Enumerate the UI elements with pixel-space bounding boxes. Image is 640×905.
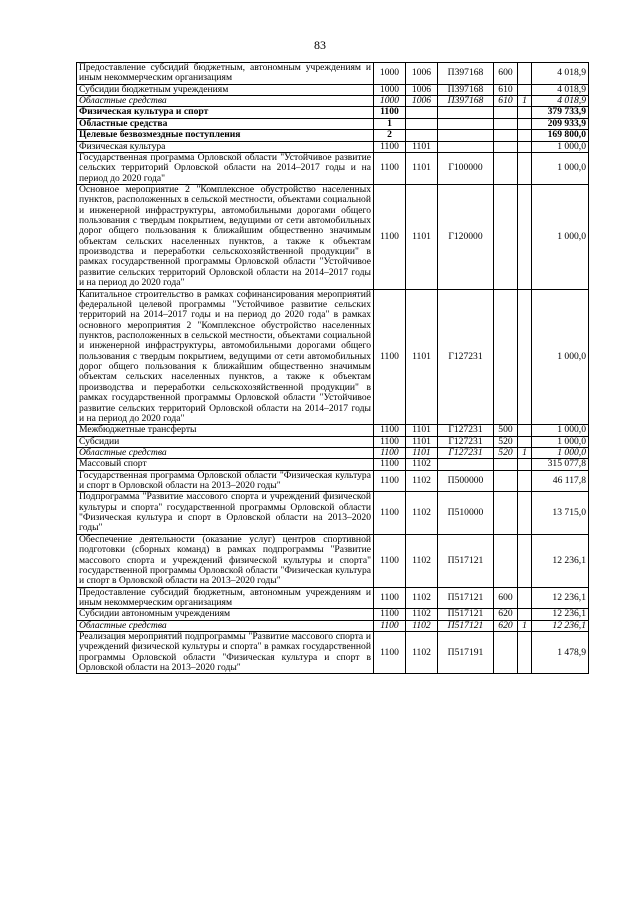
- row-target-article-cell: Г120000: [438, 184, 494, 289]
- table-row: [77, 63, 589, 85]
- row-name-cell: Основное мероприятие 2 "Комплексное обустройство населенных пунктов, расположенных в сельской местности, объектами социальной и инженерной инфраструктуры, автомобильными дорогами общего пользования с твердым покрытием, ведущими от сети автомобильных дорог общего пользования к ближайшим общественно значимым объектам сельских населенных пунктов, а также к объектам производства и переработки сельскохозяйственной продукции" в рамках государственной программы Орловской области "Устойчивое развитие сельских территорий Орловской области на 2014–2017 годы и на период до 2020 года": [77, 184, 374, 289]
- row-subsection-cell: 1101: [406, 152, 438, 184]
- row-target-article-cell: П517121: [438, 587, 494, 609]
- row-amount-cell: 1 478,9: [532, 632, 589, 674]
- row-target-article-cell: [438, 459, 494, 470]
- row-subsection-cell: 1102: [406, 620, 438, 631]
- row-source-cell: [518, 141, 532, 152]
- row-section-cell: 1100: [374, 470, 406, 492]
- row-name-cell: Обеспечение деятельности (оказание услуг) центров спортивной подготовки (сборных команд) в рамках подпрограммы "Развитие массового спорта и учреждений физической культуры и спорта" государственной программы Орловской области "Физическая культура и спорт в Орловской области на 2013–2020 годы": [77, 534, 374, 587]
- table-row: [77, 632, 589, 674]
- row-subsection-cell: 1006: [406, 96, 438, 107]
- row-name-cell: Областные средства: [77, 447, 374, 458]
- row-name-cell: Межбюджетные трансферты: [77, 425, 374, 436]
- table-row: [77, 107, 589, 118]
- row-subsection-cell: 1101: [406, 289, 438, 425]
- row-section-cell: 1100: [374, 152, 406, 184]
- table-body: [77, 63, 589, 674]
- row-subsection-cell: 1101: [406, 425, 438, 436]
- row-amount-cell: 4 018,9: [532, 63, 589, 85]
- row-amount-cell: 4 018,9: [532, 96, 589, 107]
- row-amount-cell: 12 236,1: [532, 534, 589, 587]
- row-name-cell: Субсидии: [77, 436, 374, 447]
- row-name-cell: Государственная программа Орловской области "Устойчивое развитие сельских территорий Орловской области на 2014–2017 годы и на период до 2020 года": [77, 152, 374, 184]
- row-name-cell: Физическая культура и спорт: [77, 107, 374, 118]
- table-row: [77, 609, 589, 620]
- table-row: [77, 118, 589, 129]
- row-subsection-cell: 1102: [406, 632, 438, 674]
- table-row: [77, 96, 589, 107]
- table-row: [77, 492, 589, 534]
- table-row: [77, 470, 589, 492]
- row-section-cell: 1100: [374, 534, 406, 587]
- row-target-article-cell: Г127231: [438, 436, 494, 447]
- table-row: [77, 534, 589, 587]
- row-section-cell: 2: [374, 130, 406, 141]
- row-amount-cell: 1 000,0: [532, 447, 589, 458]
- row-section-cell: 1000: [374, 84, 406, 95]
- row-section-cell: 1: [374, 118, 406, 129]
- row-source-cell: [518, 459, 532, 470]
- row-source-cell: [518, 152, 532, 184]
- row-subsection-cell: 1101: [406, 436, 438, 447]
- row-target-article-cell: П397168: [438, 96, 494, 107]
- row-amount-cell: 1 000,0: [532, 184, 589, 289]
- row-target-article-cell: Г127231: [438, 289, 494, 425]
- row-section-cell: 1100: [374, 184, 406, 289]
- row-target-article-cell: [438, 118, 494, 129]
- row-section-cell: 1100: [374, 141, 406, 152]
- table-row: [77, 620, 589, 631]
- row-target-article-cell: [438, 107, 494, 118]
- row-target-article-cell: П500000: [438, 470, 494, 492]
- row-section-cell: 1100: [374, 107, 406, 118]
- row-section-cell: 1100: [374, 289, 406, 425]
- row-amount-cell: 315 077,8: [532, 459, 589, 470]
- row-expense-type-cell: 600: [494, 587, 518, 609]
- row-expense-type-cell: [494, 130, 518, 141]
- row-amount-cell: 1 000,0: [532, 141, 589, 152]
- row-source-cell: [518, 632, 532, 674]
- row-amount-cell: 1 000,0: [532, 425, 589, 436]
- table-row: [77, 141, 589, 152]
- row-source-cell: [518, 436, 532, 447]
- row-name-cell: Субсидии бюджетным учреждениям: [77, 84, 374, 95]
- row-name-cell: Предоставление субсидий бюджетным, автономным учреждениям и иным некоммерческим организациям: [77, 587, 374, 609]
- table-row: [77, 436, 589, 447]
- table-row: [77, 184, 589, 289]
- row-source-cell: 1: [518, 447, 532, 458]
- row-subsection-cell: 1101: [406, 184, 438, 289]
- row-source-cell: [518, 289, 532, 425]
- row-amount-cell: 1 000,0: [532, 152, 589, 184]
- row-name-cell: Массовый спорт: [77, 459, 374, 470]
- table-row: [77, 152, 589, 184]
- row-amount-cell: 46 117,8: [532, 470, 589, 492]
- table-row: [77, 447, 589, 458]
- row-expense-type-cell: 620: [494, 620, 518, 631]
- row-expense-type-cell: 610: [494, 84, 518, 95]
- row-source-cell: [518, 534, 532, 587]
- row-amount-cell: 4 018,9: [532, 84, 589, 95]
- row-expense-type-cell: [494, 107, 518, 118]
- row-target-article-cell: [438, 141, 494, 152]
- row-name-cell: Предоставление субсидий бюджетным, автономным учреждениям и иным некоммерческим организациям: [77, 63, 374, 85]
- row-name-cell: Реализация мероприятий подпрограммы "Развитие массового спорта и учреждений физической культуры и спорта" в рамках государственной программы Орловской области "Физическая культура и спорт в Орловской области на 2013–2020 годы": [77, 632, 374, 674]
- row-expense-type-cell: [494, 492, 518, 534]
- row-source-cell: [518, 84, 532, 95]
- row-expense-type-cell: 600: [494, 63, 518, 85]
- row-source-cell: [518, 184, 532, 289]
- row-section-cell: 1100: [374, 620, 406, 631]
- row-name-cell: Государственная программа Орловской области "Физическая культура и спорт в Орловской области на 2013–2020 годы": [77, 470, 374, 492]
- table-row: [77, 289, 589, 425]
- row-subsection-cell: 1102: [406, 534, 438, 587]
- row-section-cell: 1100: [374, 492, 406, 534]
- row-target-article-cell: П517191: [438, 632, 494, 674]
- row-amount-cell: 379 733,9: [532, 107, 589, 118]
- budget-table: [76, 62, 589, 674]
- row-section-cell: 1100: [374, 632, 406, 674]
- row-subsection-cell: 1101: [406, 447, 438, 458]
- row-name-cell: Целевые безвозмездные поступления: [77, 130, 374, 141]
- row-expense-type-cell: 520: [494, 447, 518, 458]
- row-source-cell: [518, 425, 532, 436]
- row-expense-type-cell: [494, 118, 518, 129]
- table-row: [77, 84, 589, 95]
- row-name-cell: Областные средства: [77, 118, 374, 129]
- row-amount-cell: 12 236,1: [532, 609, 589, 620]
- table-row: [77, 587, 589, 609]
- row-target-article-cell: П397168: [438, 63, 494, 85]
- row-amount-cell: 12 236,1: [532, 620, 589, 631]
- row-source-cell: [518, 107, 532, 118]
- row-section-cell: 1100: [374, 459, 406, 470]
- table-row: [77, 425, 589, 436]
- row-subsection-cell: 1006: [406, 84, 438, 95]
- row-expense-type-cell: [494, 459, 518, 470]
- row-subsection-cell: 1102: [406, 587, 438, 609]
- row-subsection-cell: 1006: [406, 63, 438, 85]
- table-row: [77, 130, 589, 141]
- row-section-cell: 1100: [374, 587, 406, 609]
- row-amount-cell: 13 715,0: [532, 492, 589, 534]
- row-target-article-cell: П397168: [438, 84, 494, 95]
- row-subsection-cell: 1102: [406, 459, 438, 470]
- row-target-article-cell: П517121: [438, 534, 494, 587]
- row-amount-cell: 169 800,0: [532, 130, 589, 141]
- row-target-article-cell: Г127231: [438, 447, 494, 458]
- row-target-article-cell: [438, 130, 494, 141]
- row-source-cell: [518, 587, 532, 609]
- row-name-cell: Физическая культура: [77, 141, 374, 152]
- row-expense-type-cell: [494, 184, 518, 289]
- row-subsection-cell: [406, 118, 438, 129]
- row-subsection-cell: [406, 107, 438, 118]
- row-expense-type-cell: [494, 470, 518, 492]
- row-amount-cell: 12 236,1: [532, 587, 589, 609]
- row-subsection-cell: 1102: [406, 609, 438, 620]
- row-source-cell: 1: [518, 620, 532, 631]
- row-expense-type-cell: 610: [494, 96, 518, 107]
- row-expense-type-cell: 500: [494, 425, 518, 436]
- row-name-cell: Областные средства: [77, 96, 374, 107]
- table-row: [77, 459, 589, 470]
- row-expense-type-cell: [494, 632, 518, 674]
- page-number: 83: [314, 38, 326, 52]
- row-subsection-cell: 1102: [406, 492, 438, 534]
- row-source-cell: [518, 63, 532, 85]
- row-name-cell: Субсидии автономным учреждениям: [77, 609, 374, 620]
- row-subsection-cell: 1102: [406, 470, 438, 492]
- row-source-cell: 1: [518, 96, 532, 107]
- row-expense-type-cell: [494, 534, 518, 587]
- row-section-cell: 1000: [374, 96, 406, 107]
- row-source-cell: [518, 118, 532, 129]
- row-subsection-cell: [406, 130, 438, 141]
- row-target-article-cell: П517121: [438, 609, 494, 620]
- row-expense-type-cell: 520: [494, 436, 518, 447]
- row-expense-type-cell: 620: [494, 609, 518, 620]
- row-expense-type-cell: [494, 152, 518, 184]
- row-section-cell: 1100: [374, 447, 406, 458]
- row-amount-cell: 209 933,9: [532, 118, 589, 129]
- row-source-cell: [518, 130, 532, 141]
- row-section-cell: 1000: [374, 63, 406, 85]
- row-expense-type-cell: [494, 289, 518, 425]
- row-section-cell: 1100: [374, 436, 406, 447]
- row-target-article-cell: Г100000: [438, 152, 494, 184]
- row-subsection-cell: 1101: [406, 141, 438, 152]
- row-target-article-cell: Г127231: [438, 425, 494, 436]
- row-section-cell: 1100: [374, 609, 406, 620]
- row-expense-type-cell: [494, 141, 518, 152]
- row-target-article-cell: П510000: [438, 492, 494, 534]
- row-name-cell: Подпрограмма "Развитие массового спорта и учреждений физической культуры и спорта" государственной программы Орловской области "Физическая культура и спорт в Орловской области на 2013–2020 годы": [77, 492, 374, 534]
- row-section-cell: 1100: [374, 425, 406, 436]
- row-source-cell: [518, 492, 532, 534]
- row-name-cell: Капитальное строительство в рамках софинансирования мероприятий федеральной целевой программы "Устойчивое развитие сельских территорий на 2014–2017 годы и на период до 2020 года" в рамках основного мероприятия 2 "Комплексное обустройство населенных пунктов, расположенных в сельской местности, объектами социальной и инженерной инфраструктуры, автомобильными дорогами общего пользования с твердым покрытием, ведущими от сети автомобильных дорог общего пользования к ближайшим общественно значимым объектам сельских населенных пунктов, а также к объектам производства и переработки сельскохозяйственной продукции" в рамках государственной программы Орловской области "Устойчивое развитие сельских территорий Орловской области на 2014–2017 годы и на период до 2020 года": [77, 289, 374, 425]
- row-amount-cell: 1 000,0: [532, 436, 589, 447]
- row-source-cell: [518, 609, 532, 620]
- row-amount-cell: 1 000,0: [532, 289, 589, 425]
- row-name-cell: Областные средства: [77, 620, 374, 631]
- row-target-article-cell: П517121: [438, 620, 494, 631]
- row-source-cell: [518, 470, 532, 492]
